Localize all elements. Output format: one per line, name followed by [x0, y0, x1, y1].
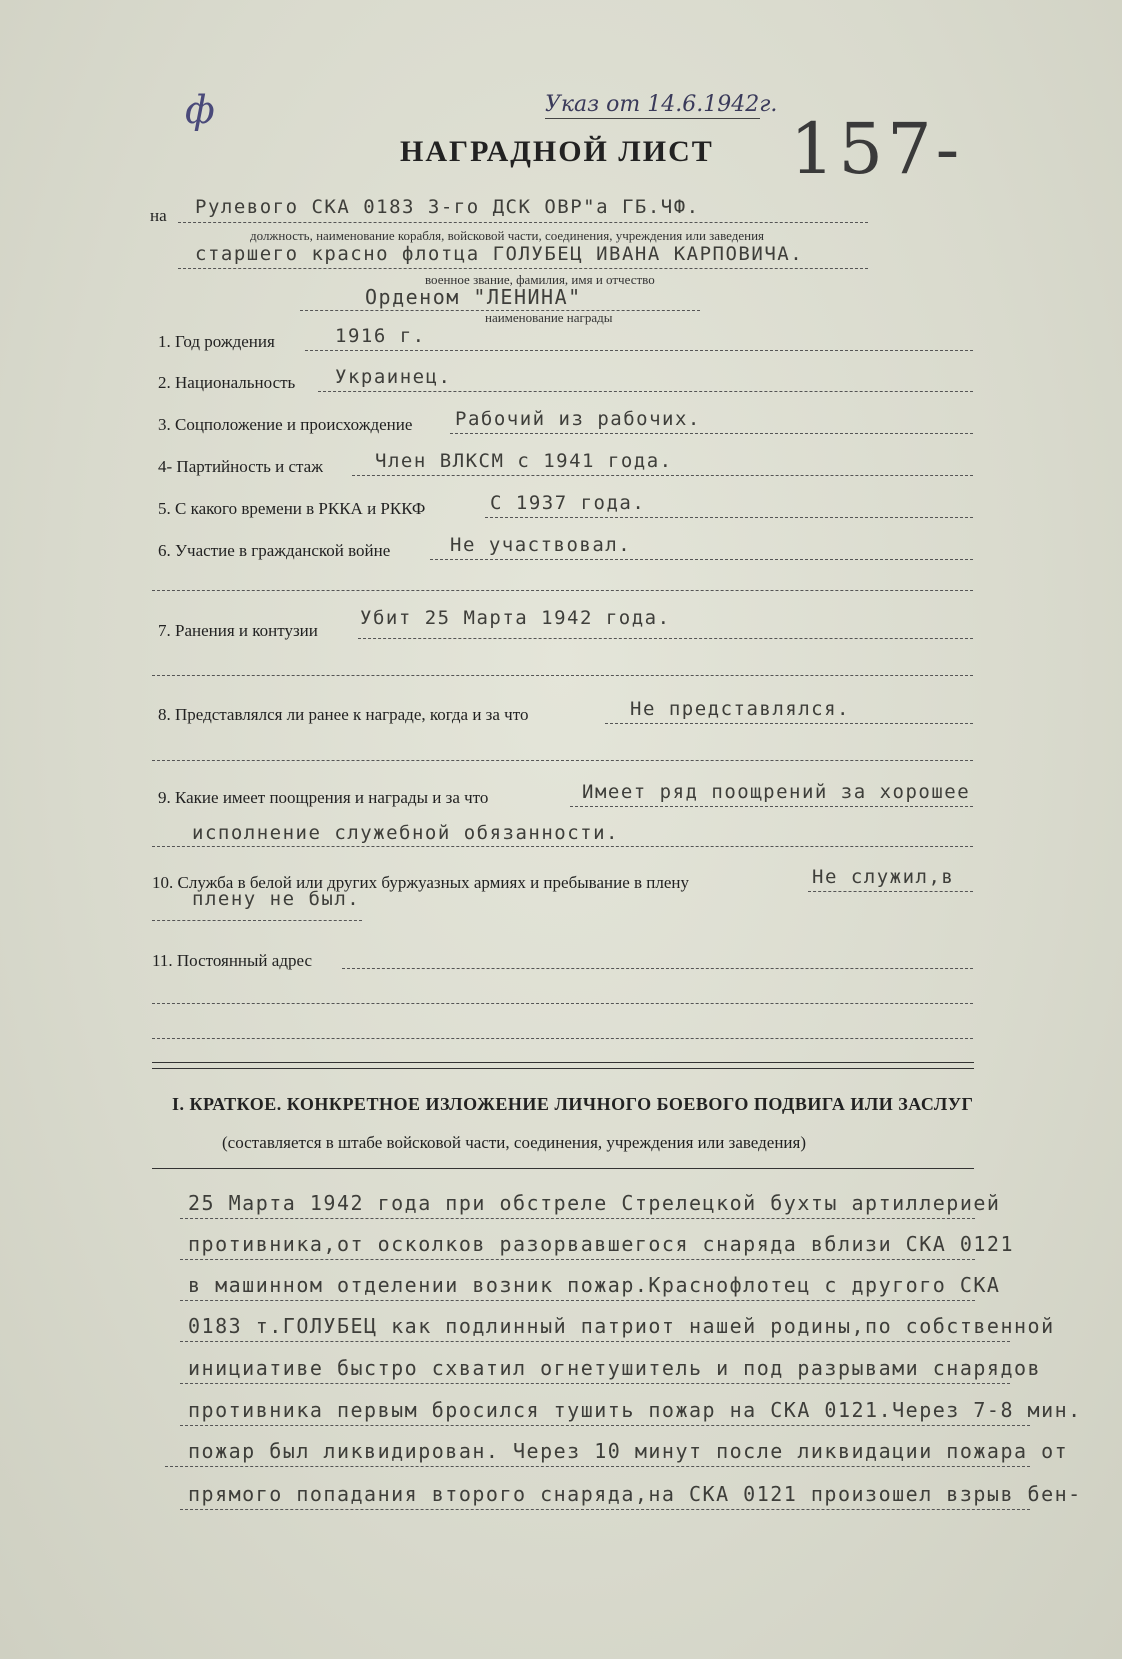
field-9-value: Имеет ряд поощрений за хорошее: [582, 781, 971, 803]
section-rule-bottom: [152, 1168, 974, 1169]
field-8-line: [605, 723, 973, 724]
narrative-underline: [180, 1259, 975, 1260]
field-8-label: 8. Представлялся ли ранее к награде, когда и за что: [158, 705, 529, 724]
field-2-value: Украинец.: [335, 366, 452, 388]
narrative-underline: [165, 1466, 1030, 1467]
field-6-line-2: [152, 590, 973, 591]
na-label: на: [150, 206, 167, 225]
field-3-label: 3. Соцположение и происхождение: [158, 415, 413, 434]
section-rule-top: [152, 1062, 974, 1063]
section-title: I. КРАТКОЕ. КОНКРЕТНОЕ ИЗЛОЖЕНИЕ ЛИЧНОГО БОЕВОГО ПОДВИГА ИЛИ ЗАСЛУГ: [172, 1094, 974, 1114]
field-10-value: Не служил,в: [812, 866, 955, 888]
narrative-underline: [180, 1383, 1010, 1384]
field-11-label: 11. Постоянный адрес: [152, 951, 312, 970]
field-2-line: [318, 391, 973, 392]
field-1-value: 1916 г.: [335, 325, 426, 347]
field-7-line: [358, 638, 973, 639]
field-11-line: [342, 968, 973, 969]
narrative-underline: [180, 1425, 1030, 1426]
field-5-line: [485, 517, 973, 518]
sheet-number: 157-: [790, 108, 964, 190]
narrative-underline: [180, 1341, 1010, 1342]
decree-annotation: Указ от 14.6.1942г.: [545, 92, 778, 117]
narrative-line: противника,от осколков разорвавшегося снаряда вблизи СКА 0121: [188, 1232, 1015, 1256]
narrative-line: 25 Марта 1942 года при обстреле Стрелецкой бухты артиллерией: [188, 1191, 1001, 1215]
field-10-value-2: плену не был.: [192, 888, 361, 910]
field-3-line: [450, 433, 973, 434]
field-6-value: Не участвовал.: [450, 534, 632, 556]
field-6-line: [430, 559, 973, 560]
field-4-label: 4- Партийность и стаж: [158, 457, 323, 476]
section-subtitle: (составляется в штабе войсковой части, соединения, учреждения или заведения): [222, 1133, 806, 1152]
field-1-label: 1. Год рождения: [158, 332, 275, 351]
narrative-line: инициативе быстро схватил огнетушитель и под разрывами снарядов: [188, 1356, 1042, 1380]
field-5-label: 5. С какого времени в РККА и РККФ: [158, 499, 426, 518]
narrative-line: прямого попадания второго снаряда,на СКА 0121 произошел взрыв бен-: [188, 1482, 1082, 1506]
position-line: [178, 222, 868, 223]
award-caption: наименование награды: [485, 310, 613, 325]
field-5-value: С 1937 года.: [490, 492, 646, 514]
field-7-label: 7. Ранения и контузии: [158, 621, 318, 640]
field-9-line: [570, 806, 973, 807]
narrative-line: противника первым бросился тушить пожар на СКА 0121.Через 7-8 мин.: [188, 1398, 1082, 1422]
field-11-line-2: [152, 1003, 973, 1004]
field-9-value-2: исполнение служебной обязанности.: [192, 822, 619, 844]
field-10-line-2: [152, 920, 362, 921]
field-4-value: Член ВЛКСМ с 1941 года.: [375, 450, 673, 472]
field-8-value: Не представлялся.: [630, 698, 850, 720]
field-8-line-2: [152, 760, 973, 761]
field-9-label: 9. Какие имеет поощрения и награды и за что: [158, 788, 489, 807]
narrative-line: пожар был ликвидирован. Через 10 минут после ликвидации пожара от: [188, 1439, 1069, 1463]
field-9-line-2: [152, 846, 973, 847]
field-2-label: 2. Национальность: [158, 373, 296, 392]
narrative-line: в машинном отделении возник пожар.Краснофлотец с другого СКА: [188, 1273, 1001, 1297]
page-title: НАГРАДНОЙ ЛИСТ: [400, 135, 714, 168]
field-1-line: [305, 350, 973, 351]
field-10-line: [808, 891, 973, 892]
narrative-underline: [180, 1509, 1030, 1510]
award-value: Орденом "ЛЕНИНА": [365, 285, 582, 309]
corner-mark: ф: [185, 88, 215, 132]
name-line: [178, 268, 868, 269]
field-10-label: 10. Служба в белой или других буржуазных армиях и пребывание в плену: [152, 873, 689, 892]
field-7-line-2: [152, 675, 973, 676]
field-11-line-3: [152, 1038, 973, 1039]
decree-underline: [545, 118, 760, 119]
field-3-value: Рабочий из рабочих.: [455, 408, 701, 430]
narrative-underline: [180, 1218, 975, 1219]
name-caption: военное звание, фамилия, имя и отчество: [425, 272, 655, 287]
field-7-value: Убит 25 Марта 1942 года.: [360, 607, 671, 629]
field-4-line: [352, 475, 973, 476]
section-rule-top-2: [152, 1068, 974, 1069]
narrative-line: 0183 т.ГОЛУБЕЦ как подлинный патриот нашей родины,по собственной: [188, 1314, 1055, 1338]
name-value: старшего красно флотца ГОЛУБЕЦ ИВАНА КАРПОВИЧА.: [195, 243, 804, 265]
field-6-label: 6. Участие в гражданской войне: [158, 541, 391, 560]
position-value: Рулевого СКА 0183 3-го ДСК ОВР"а ГБ.ЧФ.: [195, 196, 700, 218]
narrative-underline: [180, 1300, 975, 1301]
position-caption: должность, наименование корабля, войсковой части, соединения, учреждения или заведения: [250, 228, 765, 243]
